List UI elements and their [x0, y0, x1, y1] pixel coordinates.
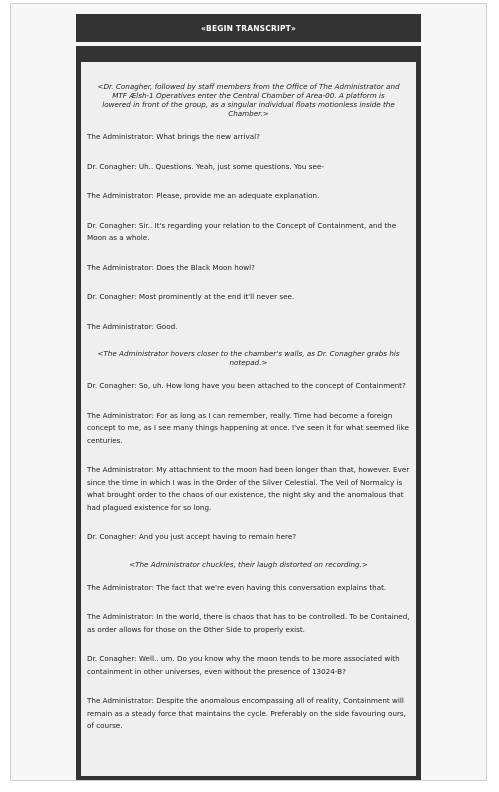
dialogue-text: Despite the anomalous encompassing all of reality, Containment will remain as a steady force that maintains the cycle. Preferably on the side favouring ours, of course.: [87, 696, 406, 730]
dialogue-text: Well.. um. Do you know why the moon tends to be more associated with containment in other universes, even without the presence of 13024-B?: [87, 654, 400, 676]
speaker-name: Dr. Conagher:: [87, 292, 137, 301]
dialogue-text: Uh.. Questions. Yeah, just some questions. You see-: [136, 161, 324, 171]
transcript-body: [81, 62, 416, 776]
speaker-name: The Administrator:: [87, 191, 154, 200]
speaker-name: The Administrator:: [87, 262, 154, 272]
speaker-name: The Administrator:: [87, 321, 154, 331]
dialogue-text: What brings the new arrival?: [153, 132, 260, 141]
dialogue-line: [87, 611, 410, 636]
dialogue-line: [87, 695, 410, 733]
dialogue-line: [87, 582, 410, 595]
dialogue-text: Please, provide me an adequate explanation.: [153, 191, 320, 200]
dialogue-line: [87, 531, 410, 544]
dialogue-line: [87, 321, 410, 334]
dialogue-line: [87, 464, 410, 514]
speaker-name: The Administrator:: [87, 465, 154, 474]
dialogue-line: [87, 131, 410, 144]
dialogue-text: And you just accept having to remain here?: [136, 532, 297, 541]
dialogue-line: [87, 380, 410, 393]
speaker-name: Dr. Conagher:: [87, 381, 137, 390]
dialogue-text: In the world, there is chaos that has to be controlled. To be Contained, as order allows for those on the Other Side to properly exist.: [87, 612, 410, 634]
speaker-name: Dr. Conagher:: [87, 532, 137, 541]
transcript-box: [76, 46, 421, 780]
dialogue-line: [87, 161, 410, 174]
dialogue-line: [87, 262, 410, 275]
speaker-name: The Administrator:: [87, 612, 154, 621]
dialogue-line: [87, 653, 410, 678]
transcript-title: «BEGIN TRANSCRIPT»: [200, 23, 297, 33]
dialogue-text: Sir.. It's regarding your relation to the Concept of Containment, and the Moon as a whole.: [87, 220, 397, 242]
dialogue-line: [87, 291, 410, 304]
stage-direction: <Dr. Conagher, followed by staff members from the Office of The Administrator and MTF Ælsh-1 Operatives enter the Central Chamber of Area-00. A platform is lowered in front of the group, as a singular individual floats motionless inside the Chamber.>: [97, 82, 400, 118]
speaker-name: The Administrator:: [87, 132, 154, 141]
dialogue-text: Most prominently at the end it'll never see.: [136, 292, 295, 301]
speaker-name: The Administrator:: [87, 696, 154, 705]
stage-direction: <The Administrator hovers closer to the chamber's walls, as Dr. Conagher grabs his notepad.>: [97, 349, 400, 367]
speaker-name: Dr. Conagher:: [87, 220, 137, 230]
stage-direction: <The Administrator chuckles, their laugh distorted on recording.>: [129, 559, 368, 569]
dialogue-text: Good.: [153, 321, 178, 331]
transcript-header: [76, 14, 421, 42]
dialogue-text: For as long as I can remember, really. Time had become a foreign concept to me, as I see many things happening at once. I've seen it for what seemed like centuries.: [87, 410, 409, 445]
speaker-name: The Administrator:: [87, 410, 154, 420]
speaker-name: Dr. Conagher:: [87, 161, 137, 171]
dialogue-text: Does the Black Moon howl?: [153, 262, 255, 272]
dialogue-line: [87, 410, 410, 448]
dialogue-text: So, uh. How long have you been attached to the concept of Containment?: [136, 381, 406, 390]
dialogue-line: [87, 190, 410, 203]
speaker-name: The Administrator:: [87, 582, 154, 592]
dialogue-text: My attachment to the moon had been longer than that, however. Ever since the time in which I was in the Order of the Silver Celestial. The Veil of Normalcy is what brought order to the chaos of our existence, the night sky and the anomalous that had plagued existence for so long.: [87, 465, 410, 512]
dialogue-text: The fact that we're even having this conversation explains that.: [153, 582, 387, 592]
speaker-name: Dr. Conagher:: [87, 654, 137, 663]
dialogue-line: [87, 220, 410, 245]
